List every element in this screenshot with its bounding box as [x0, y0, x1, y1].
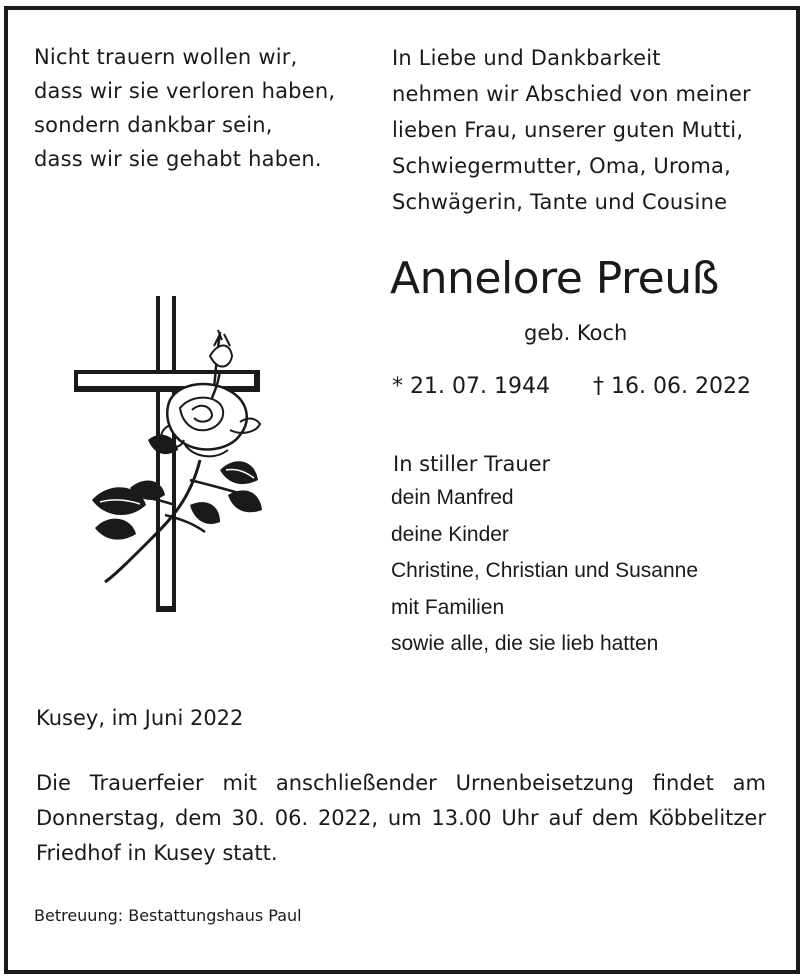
intro-line: lieben Frau, unserer guten Mutti,: [392, 118, 744, 142]
poem: [34, 40, 335, 176]
funeral-home-credit: Betreuung: Bestattungshaus Paul: [34, 906, 302, 925]
place-date: Kusey, im Juni 2022: [36, 706, 244, 730]
birth-date: * 21. 07. 1944: [392, 374, 550, 399]
mourner-line: deine Kinder: [391, 522, 509, 546]
cross-with-rose-icon: [70, 290, 270, 624]
mourner-line: sowie alle, die sie lieb hatten: [391, 632, 659, 655]
mourning-intro: In stiller Trauer: [393, 452, 551, 476]
mourner-line: Christine, Christian und Susanne: [391, 559, 699, 582]
poem-line: sondern dankbar sein,: [34, 113, 273, 137]
poem-line: dass wir sie gehabt haben.: [34, 147, 322, 171]
funeral-service-notice: Die Trauerfeier mit anschließender Urnenbeisetzung findet am Donnerstag, dem 30. 06. 2022, um 13.00 Uhr auf dem Köbbelitzer Friedhof in Kusey statt.: [36, 771, 766, 865]
mourners-list: [391, 480, 698, 663]
intro-line: Schwiegermutter, Oma, Uroma,: [392, 154, 731, 178]
mourner-line: dein Manfred: [391, 486, 514, 509]
mourner-line: mit Familien: [391, 595, 505, 619]
farewell-intro: [392, 40, 751, 220]
deceased-name: Annelore Preuß: [390, 253, 719, 304]
poem-line: dass wir sie verloren haben,: [34, 79, 336, 103]
intro-line: In Liebe und Dankbarkeit: [392, 46, 661, 70]
intro-line: nehmen wir Abschied von meiner: [392, 82, 751, 106]
poem-line: Nicht trauern wollen wir,: [34, 45, 298, 69]
maiden-name: geb. Koch: [524, 321, 628, 345]
intro-line: Schwägerin, Tante und Cousine: [392, 190, 728, 214]
death-date: † 16. 06. 2022: [593, 374, 751, 399]
